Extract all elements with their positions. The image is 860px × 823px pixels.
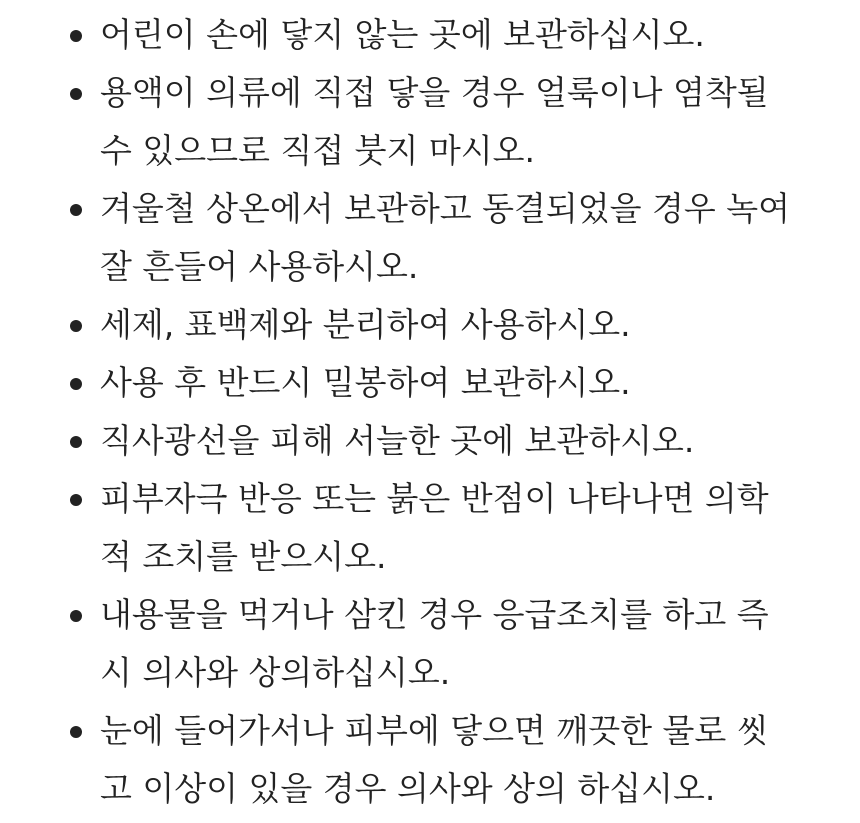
precaution-item (0, 354, 860, 412)
precaution-text: 직사광선을 피해 서늘한 곳에 보관하시오. (100, 421, 695, 460)
bullet-icon (70, 204, 82, 216)
bullet-icon (70, 320, 82, 332)
bullet-icon (70, 494, 82, 506)
precaution-item (0, 470, 860, 586)
precaution-item (0, 6, 860, 64)
precaution-text: 용액이 의류에 직접 닿을 경우 얼룩이나 염착될 수 있으므로 직접 붓지 마시오. (100, 73, 769, 170)
precaution-text: 어린이 손에 닿지 않는 곳에 보관하십시오. (100, 15, 705, 54)
precaution-item (0, 412, 860, 470)
bullet-icon (70, 378, 82, 390)
bullet-icon (70, 610, 82, 622)
precaution-text: 겨울철 상온에서 보관하고 동결되었을 경우 녹여 잘 흔들어 사용하시오. (100, 189, 791, 286)
precaution-text: 내용물을 먹거나 삼킨 경우 응급조치를 하고 즉시 의사와 상의하십시오. (100, 595, 769, 692)
precaution-item (0, 296, 860, 354)
precaution-text: 사용 후 반드시 밀봉하여 보관하시오. (100, 363, 631, 402)
precaution-item (0, 180, 860, 296)
bullet-icon (70, 726, 82, 738)
precaution-text: 피부자극 반응 또는 붉은 반점이 나타나면 의학적 조치를 받으시오. (100, 479, 769, 576)
precaution-text: 눈에 들어가서나 피부에 닿으면 깨끗한 물로 씻고 이상이 있을 경우 의사와 상의 하십시오. (100, 711, 769, 808)
precaution-item (0, 64, 860, 180)
precaution-item (0, 586, 860, 702)
precaution-item (0, 702, 860, 818)
bullet-icon (70, 30, 82, 42)
bullet-icon (70, 436, 82, 448)
bullet-icon (70, 88, 82, 100)
precaution-text: 세제, 표백제와 분리하여 사용하시오. (100, 305, 631, 344)
